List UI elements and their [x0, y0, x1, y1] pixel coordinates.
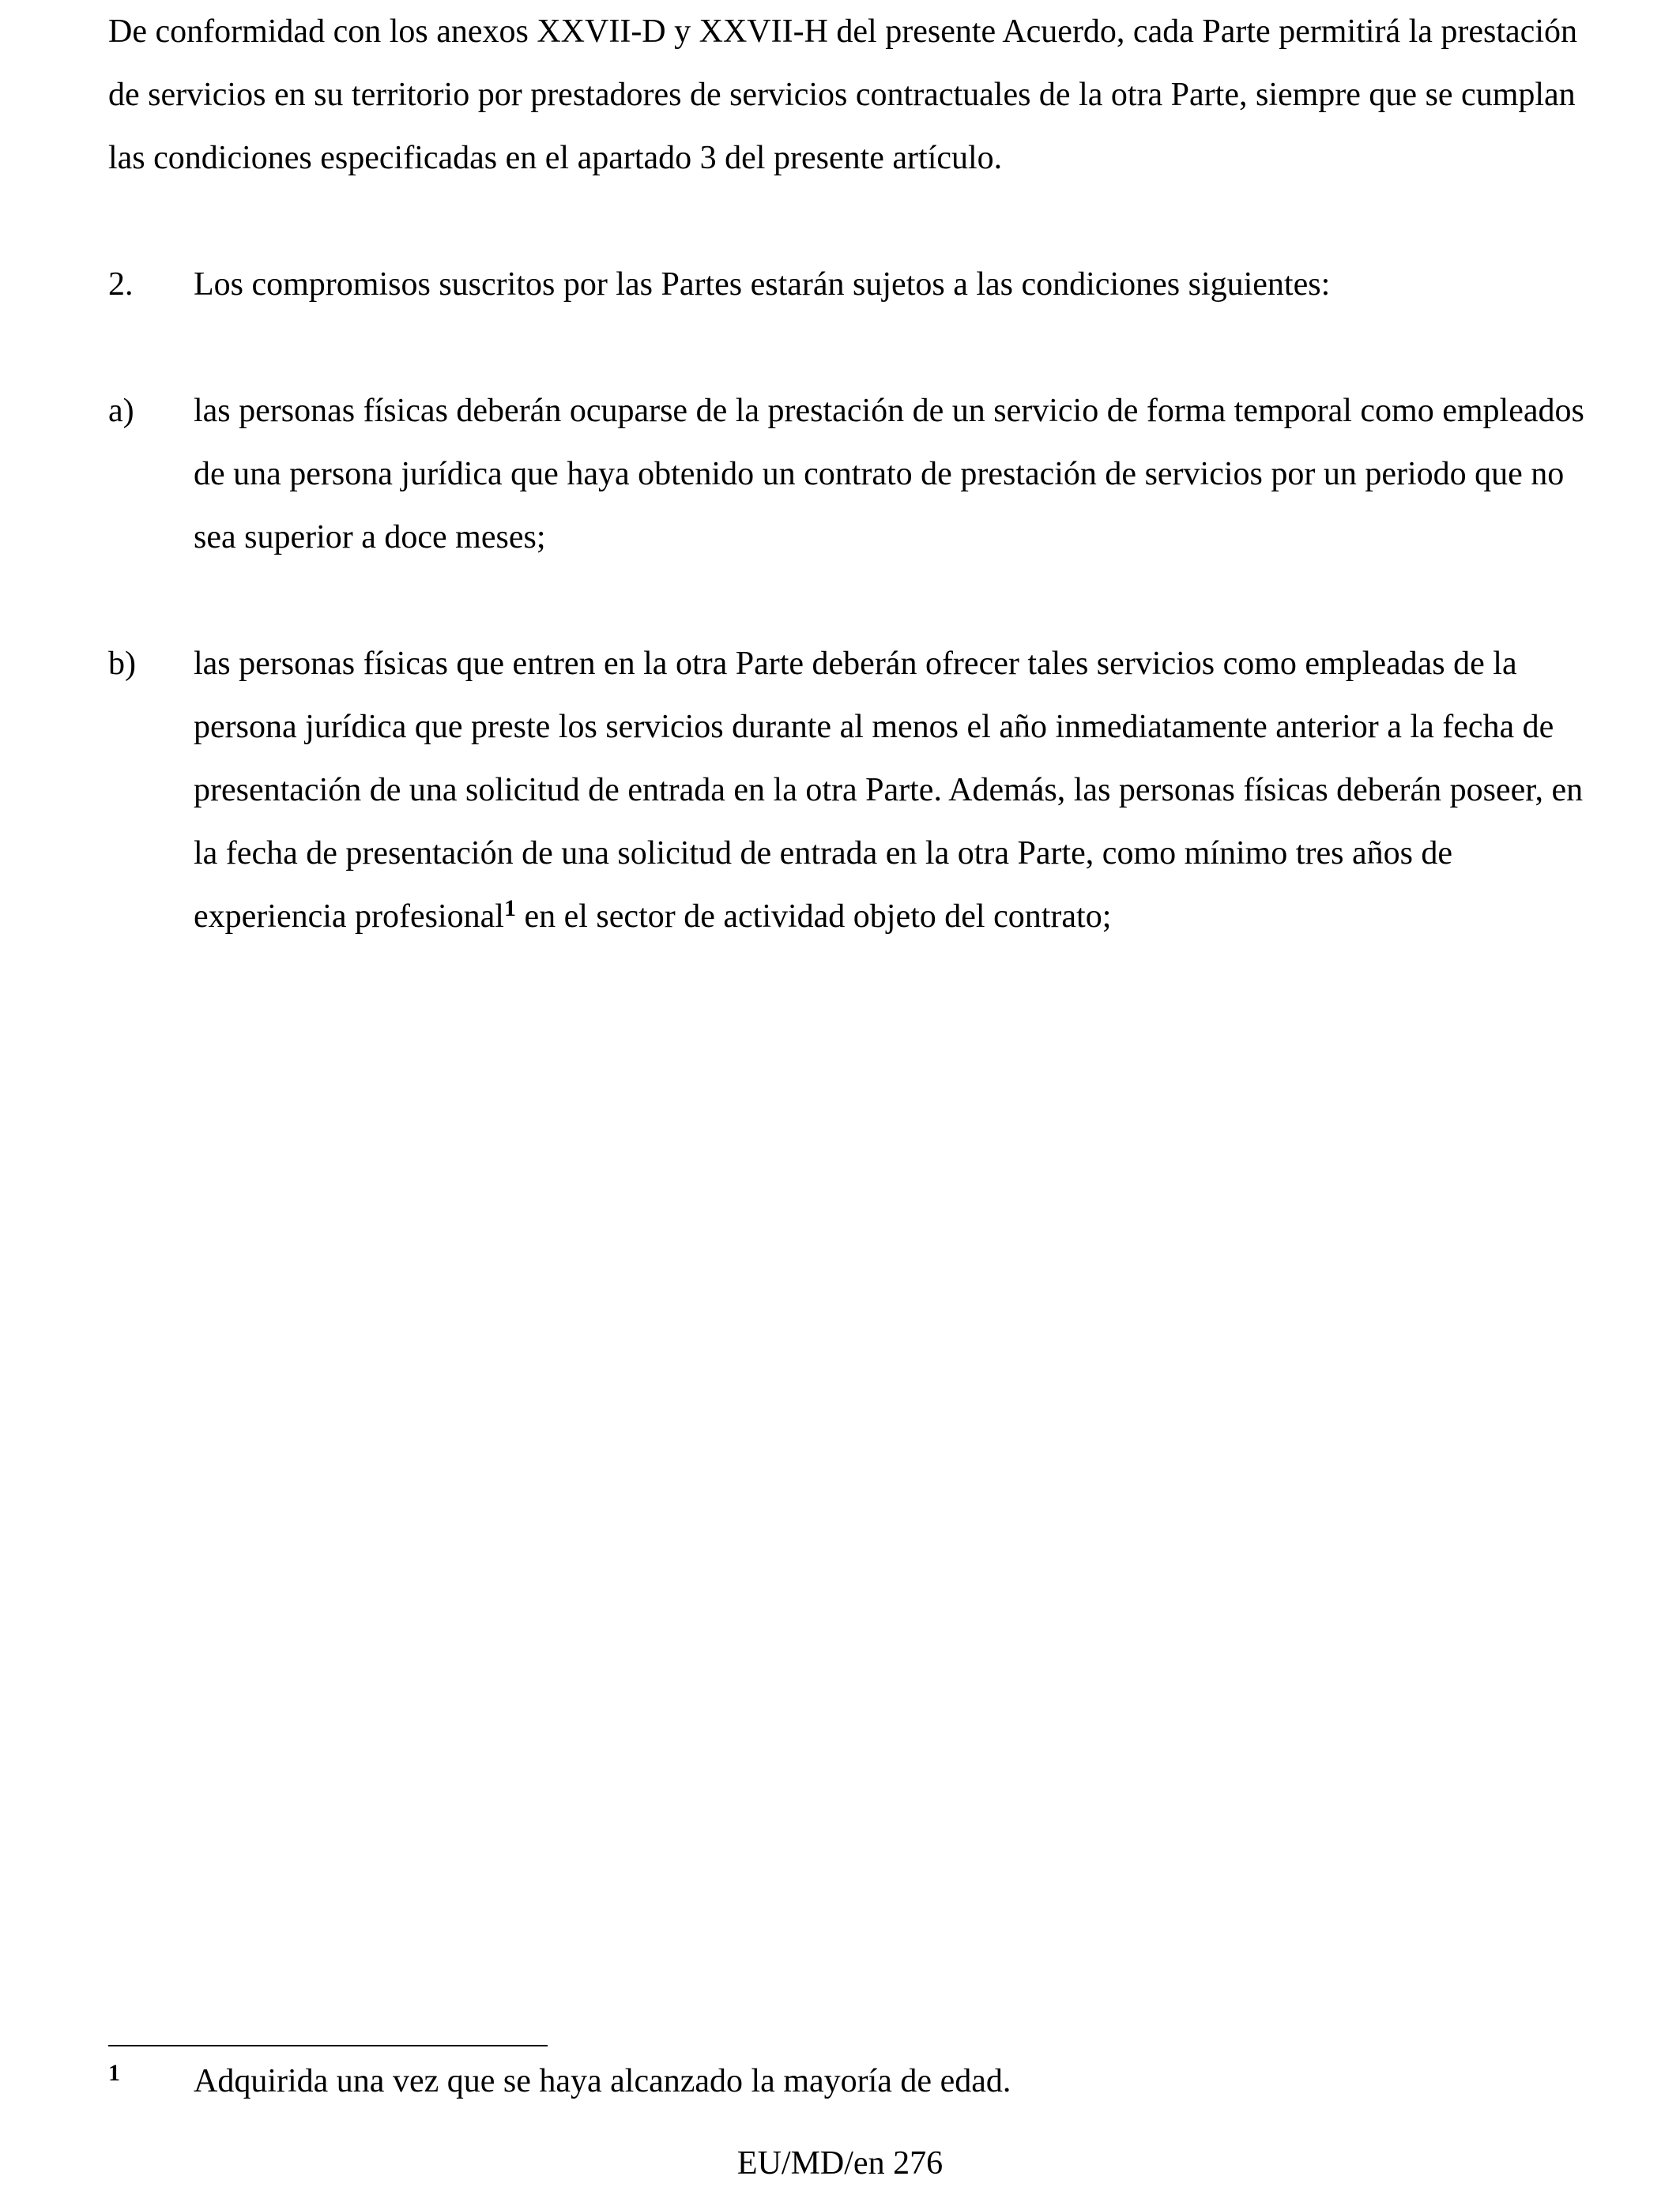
list-item-label: a) — [108, 393, 134, 429]
footnote-text: Adquirida una vez que se haya alcanzado la mayoría de edad. — [194, 2063, 1011, 2099]
list-item-text — [194, 632, 1594, 948]
list-item-text: las personas físicas deberán ocuparse de la prestación de un servicio de forma temporal como empleados de una persona jurídica que haya obtenido un contrato de prestación de servicios por un periodo que no sea superior a doce meses; — [194, 393, 1584, 555]
page-footer: EU/MD/en 276 — [736, 2145, 944, 2182]
list-item-text-part-2: en el sector de actividad objeto del contrato; — [515, 898, 1112, 935]
footnote-number: 1 — [108, 2060, 120, 2086]
paragraph-number: 2. — [108, 266, 134, 303]
list-item-text-part-1: las personas físicas que entren en la otra Parte deberán ofrecer tales servicios como empleadas de la persona jurídica que preste los servicios durante al menos el año inmediatamente anterior a la fecha de presentación de una solicitud de entrada en la otra Parte. Además, las personas físicas deberán poseer, en la fecha de presentación de una solicitud de entrada en la otra Parte, como mínimo tres años de experiencia profesional — [194, 646, 1584, 935]
intro-paragraph: De conformidad con los anexos XXVII-D y XXVII-H del presente Acuerdo, cada Parte permitirá la prestación de servicios en su territorio por prestadores de servicios contractuales de la otra Parte, siempre que se cumplan las condiciones especificadas en el apartado 3 del presente artículo. — [108, 13, 1577, 176]
paragraph-text: Los compromisos suscritos por las Partes estarán sujetos a las condiciones siguientes: — [194, 266, 1331, 303]
list-item-label: b) — [108, 646, 136, 682]
footnote-reference[interactable]: 1 — [503, 895, 516, 921]
footnote-separator — [108, 2045, 548, 2046]
